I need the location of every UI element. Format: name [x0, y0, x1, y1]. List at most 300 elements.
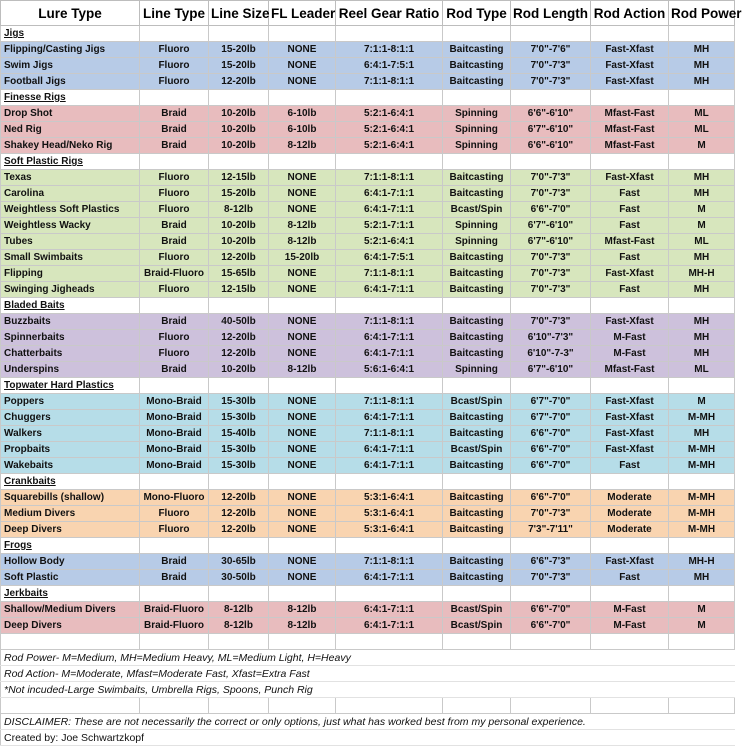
cell-line-type: Braid — [140, 122, 209, 138]
cell-rod-type: Baitcasting — [443, 74, 511, 90]
table-row — [1, 554, 735, 570]
cell-rod-power: MH — [669, 426, 735, 442]
table-row — [1, 58, 735, 74]
empty-cell — [269, 698, 336, 714]
cell-rod-power: M — [669, 618, 735, 634]
cell-rod-length: 7'0"-7'3" — [511, 58, 591, 74]
cell-rod-power: MH — [669, 570, 735, 586]
cell-rod-length: 7'3"-7'11" — [511, 522, 591, 538]
empty-cell — [269, 298, 336, 314]
cell-lure-type: Hollow Body — [1, 554, 140, 570]
empty-cell — [209, 90, 269, 106]
cell-line-type: Braid — [140, 234, 209, 250]
cell-rod-length: 6'6"-7'3" — [511, 554, 591, 570]
table-row — [1, 170, 735, 186]
header-reel-gear-ratio: Reel Gear Ratio — [336, 1, 443, 26]
cell-line-size: 15-20lb — [209, 42, 269, 58]
table-row — [1, 618, 735, 634]
cell-lure-type: Walkers — [1, 426, 140, 442]
cell-rod-power: M-MH — [669, 490, 735, 506]
section-header-row — [1, 298, 735, 314]
note-row — [1, 650, 735, 666]
cell-rod-length: 7'0"-7'3" — [511, 266, 591, 282]
empty-cell — [669, 634, 735, 650]
cell-reel-gear-ratio: 6:4:1-7:5:1 — [336, 250, 443, 266]
cell-line-type: Mono-Braid — [140, 458, 209, 474]
cell-line-size: 10-20lb — [209, 138, 269, 154]
empty-cell — [209, 26, 269, 42]
cell-line-type: Fluoro — [140, 506, 209, 522]
empty-cell — [669, 538, 735, 554]
empty-cell — [336, 474, 443, 490]
cell-rod-length: 6'7"-7'0" — [511, 394, 591, 410]
table-row — [1, 458, 735, 474]
cell-fl-leader: NONE — [269, 74, 336, 90]
cell-line-size: 12-15lb — [209, 170, 269, 186]
cell-fl-leader: NONE — [269, 570, 336, 586]
empty-cell — [669, 698, 735, 714]
table-row — [1, 570, 735, 586]
cell-rod-type: Baitcasting — [443, 522, 511, 538]
cell-rod-length: 7'0"-7'3" — [511, 506, 591, 522]
note-credit: Created by: Joe Schwartzkopf — [1, 730, 735, 746]
blank-row — [1, 698, 735, 714]
empty-cell — [209, 538, 269, 554]
cell-line-size: 12-20lb — [209, 250, 269, 266]
empty-cell — [669, 378, 735, 394]
empty-cell — [209, 586, 269, 602]
cell-line-size: 30-65lb — [209, 554, 269, 570]
empty-cell — [269, 634, 336, 650]
table-row — [1, 234, 735, 250]
cell-reel-gear-ratio: 6:4:1-7:1:1 — [336, 186, 443, 202]
header-row — [1, 1, 735, 26]
cell-rod-action: Mfast-Fast — [591, 362, 669, 378]
empty-cell — [669, 586, 735, 602]
empty-cell — [443, 90, 511, 106]
section-header-row — [1, 586, 735, 602]
cell-fl-leader: NONE — [269, 426, 336, 442]
cell-line-size: 12-20lb — [209, 330, 269, 346]
table-body — [1, 26, 735, 746]
cell-rod-power: ML — [669, 106, 735, 122]
cell-lure-type: Squarebills (shallow) — [1, 490, 140, 506]
cell-rod-power: M — [669, 202, 735, 218]
cell-rod-action: Fast-Xfast — [591, 314, 669, 330]
empty-cell — [511, 698, 591, 714]
cell-rod-action: M-Fast — [591, 330, 669, 346]
empty-cell — [140, 90, 209, 106]
empty-cell — [140, 298, 209, 314]
section-name: Jerkbaits — [1, 586, 140, 602]
table-row — [1, 346, 735, 362]
cell-lure-type: Weightless Soft Plastics — [1, 202, 140, 218]
cell-rod-type: Bcast/Spin — [443, 442, 511, 458]
empty-cell — [443, 26, 511, 42]
cell-fl-leader: NONE — [269, 410, 336, 426]
cell-reel-gear-ratio: 6:4:1-7:1:1 — [336, 346, 443, 362]
cell-rod-type: Baitcasting — [443, 410, 511, 426]
empty-cell — [511, 154, 591, 170]
cell-rod-length: 6'6"-7'0" — [511, 602, 591, 618]
empty-cell — [209, 634, 269, 650]
table-row — [1, 490, 735, 506]
cell-rod-power: M — [669, 602, 735, 618]
cell-fl-leader: NONE — [269, 554, 336, 570]
empty-cell — [336, 538, 443, 554]
cell-rod-type: Baitcasting — [443, 58, 511, 74]
cell-line-type: Fluoro — [140, 282, 209, 298]
cell-rod-action: M-Fast — [591, 602, 669, 618]
cell-line-size: 12-20lb — [209, 506, 269, 522]
empty-cell — [209, 698, 269, 714]
empty-cell — [591, 586, 669, 602]
note-disclaimer: DISCLAIMER: These are not necessarily the correct or only options, just what has worked best from my personal experience. — [1, 714, 735, 730]
empty-cell — [511, 26, 591, 42]
table-row — [1, 602, 735, 618]
cell-lure-type: Shakey Head/Neko Rig — [1, 138, 140, 154]
cell-line-size: 12-20lb — [209, 522, 269, 538]
empty-cell — [1, 698, 140, 714]
cell-line-type: Braid-Fluoro — [140, 618, 209, 634]
cell-rod-length: 7'0"-7'3" — [511, 570, 591, 586]
cell-fl-leader: 8-12lb — [269, 362, 336, 378]
section-name: Bladed Baits — [1, 298, 140, 314]
cell-lure-type: Underspins — [1, 362, 140, 378]
empty-cell — [140, 154, 209, 170]
header-lure-type: Lure Type — [1, 1, 140, 26]
cell-rod-type: Spinning — [443, 218, 511, 234]
empty-cell — [269, 474, 336, 490]
cell-rod-power: M-MH — [669, 458, 735, 474]
cell-rod-action: Fast — [591, 282, 669, 298]
cell-reel-gear-ratio: 6:4:1-7:1:1 — [336, 282, 443, 298]
table-row — [1, 522, 735, 538]
section-name: Finesse Rigs — [1, 90, 140, 106]
cell-reel-gear-ratio: 5:2:1-6:4:1 — [336, 122, 443, 138]
empty-cell — [140, 474, 209, 490]
cell-rod-power: MH — [669, 186, 735, 202]
cell-lure-type: Medium Divers — [1, 506, 140, 522]
cell-line-size: 12-20lb — [209, 490, 269, 506]
empty-cell — [669, 474, 735, 490]
cell-line-type: Braid — [140, 554, 209, 570]
empty-cell — [591, 378, 669, 394]
cell-line-type: Fluoro — [140, 346, 209, 362]
empty-cell — [443, 378, 511, 394]
empty-cell — [511, 586, 591, 602]
note-rod-action: Rod Action- M=Moderate, Mfast=Moderate Fast, Xfast=Extra Fast — [1, 666, 735, 682]
table-row — [1, 426, 735, 442]
empty-cell — [669, 90, 735, 106]
cell-rod-type: Baitcasting — [443, 170, 511, 186]
cell-line-type: Mono-Braid — [140, 410, 209, 426]
cell-reel-gear-ratio: 6:4:1-7:1:1 — [336, 202, 443, 218]
cell-line-size: 8-12lb — [209, 602, 269, 618]
cell-reel-gear-ratio: 5:3:1-6:4:1 — [336, 490, 443, 506]
cell-reel-gear-ratio: 6:4:1-7:1:1 — [336, 570, 443, 586]
cell-reel-gear-ratio: 5:6:1-6:4:1 — [336, 362, 443, 378]
empty-cell — [443, 474, 511, 490]
empty-cell — [336, 298, 443, 314]
table-row — [1, 506, 735, 522]
cell-line-size: 8-12lb — [209, 202, 269, 218]
cell-fl-leader: NONE — [269, 394, 336, 410]
empty-cell — [511, 474, 591, 490]
table-row — [1, 186, 735, 202]
cell-lure-type: Propbaits — [1, 442, 140, 458]
cell-rod-length: 6'6"-6'10" — [511, 106, 591, 122]
cell-rod-power: ML — [669, 234, 735, 250]
empty-cell — [336, 154, 443, 170]
empty-cell — [443, 634, 511, 650]
header-line-type: Line Type — [140, 1, 209, 26]
section-header-row — [1, 378, 735, 394]
blank-row — [1, 634, 735, 650]
cell-rod-power: M-MH — [669, 442, 735, 458]
empty-cell — [669, 298, 735, 314]
table-row — [1, 410, 735, 426]
table-row — [1, 202, 735, 218]
note-row — [1, 714, 735, 730]
table-row — [1, 42, 735, 58]
cell-reel-gear-ratio: 6:4:1-7:1:1 — [336, 410, 443, 426]
cell-rod-action: M-Fast — [591, 618, 669, 634]
empty-cell — [336, 378, 443, 394]
cell-fl-leader: 8-12lb — [269, 218, 336, 234]
section-header-row — [1, 26, 735, 42]
header-fl-leader: FL Leader — [269, 1, 336, 26]
cell-rod-type: Baitcasting — [443, 426, 511, 442]
cell-line-type: Fluoro — [140, 250, 209, 266]
cell-fl-leader: NONE — [269, 330, 336, 346]
note-rod-power: Rod Power- M=Medium, MH=Medium Heavy, ML=Medium Light, H=Heavy — [1, 650, 735, 666]
cell-fl-leader: NONE — [269, 314, 336, 330]
cell-rod-length: 6'6"-7'0" — [511, 426, 591, 442]
cell-line-type: Mono-Braid — [140, 426, 209, 442]
cell-rod-action: Fast — [591, 250, 669, 266]
empty-cell — [269, 90, 336, 106]
cell-rod-action: Fast-Xfast — [591, 74, 669, 90]
cell-rod-type: Baitcasting — [443, 554, 511, 570]
cell-fl-leader: 6-10lb — [269, 106, 336, 122]
cell-lure-type: Swinging Jigheads — [1, 282, 140, 298]
section-name: Soft Plastic Rigs — [1, 154, 140, 170]
empty-cell — [591, 26, 669, 42]
empty-cell — [269, 586, 336, 602]
empty-cell — [140, 698, 209, 714]
cell-reel-gear-ratio: 5:2:1-6:4:1 — [336, 234, 443, 250]
empty-cell — [511, 298, 591, 314]
cell-reel-gear-ratio: 5:3:1-6:4:1 — [336, 506, 443, 522]
cell-line-type: Fluoro — [140, 202, 209, 218]
empty-cell — [443, 298, 511, 314]
header-rod-length: Rod Length — [511, 1, 591, 26]
empty-cell — [269, 378, 336, 394]
cell-reel-gear-ratio: 7:1:1-8:1:1 — [336, 426, 443, 442]
section-name: Frogs — [1, 538, 140, 554]
table-row — [1, 282, 735, 298]
cell-rod-action: Fast-Xfast — [591, 442, 669, 458]
section-name: Jigs — [1, 26, 140, 42]
cell-rod-length: 6'6"-7'0" — [511, 618, 591, 634]
cell-line-type: Fluoro — [140, 170, 209, 186]
cell-rod-length: 7'0"-7'6" — [511, 42, 591, 58]
cell-line-size: 10-20lb — [209, 218, 269, 234]
cell-line-size: 12-20lb — [209, 74, 269, 90]
empty-cell — [591, 474, 669, 490]
empty-cell — [140, 586, 209, 602]
cell-rod-power: M-MH — [669, 410, 735, 426]
empty-cell — [269, 538, 336, 554]
cell-rod-action: Fast — [591, 218, 669, 234]
cell-line-type: Mono-Fluoro — [140, 490, 209, 506]
cell-rod-length: 6'6"-7'0" — [511, 202, 591, 218]
empty-cell — [269, 154, 336, 170]
empty-cell — [669, 154, 735, 170]
cell-rod-action: Fast-Xfast — [591, 554, 669, 570]
cell-rod-type: Bcast/Spin — [443, 394, 511, 410]
cell-rod-length: 6'6"-7'0" — [511, 490, 591, 506]
empty-cell — [140, 26, 209, 42]
cell-rod-type: Bcast/Spin — [443, 202, 511, 218]
cell-line-type: Braid — [140, 106, 209, 122]
cell-rod-length: 7'0"-7'3" — [511, 186, 591, 202]
empty-cell — [443, 586, 511, 602]
cell-reel-gear-ratio: 7:1:1-8:1:1 — [336, 554, 443, 570]
header-rod-action: Rod Action — [591, 1, 669, 26]
empty-cell — [140, 538, 209, 554]
note-row — [1, 730, 735, 746]
cell-reel-gear-ratio: 6:4:1-7:1:1 — [336, 442, 443, 458]
cell-lure-type: Carolina — [1, 186, 140, 202]
empty-cell — [140, 378, 209, 394]
header-line-size: Line Size — [209, 1, 269, 26]
cell-lure-type: Shallow/Medium Divers — [1, 602, 140, 618]
cell-rod-type: Spinning — [443, 362, 511, 378]
header-rod-type: Rod Type — [443, 1, 511, 26]
cell-rod-power: ML — [669, 362, 735, 378]
table-row — [1, 138, 735, 154]
cell-rod-power: ML — [669, 122, 735, 138]
cell-line-size: 15-65lb — [209, 266, 269, 282]
cell-rod-power: MH — [669, 42, 735, 58]
empty-cell — [336, 698, 443, 714]
cell-lure-type: Swim Jigs — [1, 58, 140, 74]
cell-reel-gear-ratio: 5:3:1-6:4:1 — [336, 522, 443, 538]
cell-lure-type: Poppers — [1, 394, 140, 410]
cell-lure-type: Football Jigs — [1, 74, 140, 90]
cell-line-type: Fluoro — [140, 42, 209, 58]
empty-cell — [209, 298, 269, 314]
cell-rod-type: Baitcasting — [443, 250, 511, 266]
table-row — [1, 266, 735, 282]
cell-rod-type: Baitcasting — [443, 570, 511, 586]
empty-cell — [511, 634, 591, 650]
cell-rod-power: MH — [669, 58, 735, 74]
cell-lure-type: Buzzbaits — [1, 314, 140, 330]
table-row — [1, 74, 735, 90]
cell-lure-type: Flipping — [1, 266, 140, 282]
cell-lure-type: Chuggers — [1, 410, 140, 426]
empty-cell — [511, 378, 591, 394]
empty-cell — [591, 298, 669, 314]
cell-line-size: 15-40lb — [209, 426, 269, 442]
cell-fl-leader: NONE — [269, 490, 336, 506]
empty-cell — [669, 26, 735, 42]
empty-cell — [511, 90, 591, 106]
cell-line-size: 15-30lb — [209, 442, 269, 458]
cell-rod-power: M-MH — [669, 522, 735, 538]
cell-line-type: Mono-Braid — [140, 394, 209, 410]
cell-rod-type: Baitcasting — [443, 330, 511, 346]
cell-rod-length: 7'0"-7'3" — [511, 282, 591, 298]
cell-rod-action: Mfast-Fast — [591, 234, 669, 250]
table-row — [1, 106, 735, 122]
cell-line-type: Fluoro — [140, 58, 209, 74]
cell-rod-action: Fast — [591, 458, 669, 474]
empty-cell — [336, 26, 443, 42]
cell-lure-type: Weightless Wacky — [1, 218, 140, 234]
cell-line-size: 12-15lb — [209, 282, 269, 298]
cell-rod-power: MH — [669, 170, 735, 186]
cell-rod-type: Baitcasting — [443, 42, 511, 58]
table-row — [1, 122, 735, 138]
cell-rod-type: Bcast/Spin — [443, 602, 511, 618]
cell-line-size: 15-20lb — [209, 186, 269, 202]
cell-rod-length: 6'7"-6'10" — [511, 234, 591, 250]
cell-rod-type: Baitcasting — [443, 282, 511, 298]
empty-cell — [443, 538, 511, 554]
cell-lure-type: Wakebaits — [1, 458, 140, 474]
cell-line-type: Braid — [140, 362, 209, 378]
cell-rod-action: Fast-Xfast — [591, 410, 669, 426]
cell-line-type: Braid — [140, 314, 209, 330]
cell-rod-power: M — [669, 138, 735, 154]
cell-line-size: 15-30lb — [209, 394, 269, 410]
note-row — [1, 682, 735, 698]
cell-reel-gear-ratio: 6:4:1-7:1:1 — [336, 618, 443, 634]
cell-rod-action: Fast — [591, 186, 669, 202]
cell-rod-length: 6'6"-7'0" — [511, 458, 591, 474]
empty-cell — [209, 378, 269, 394]
cell-line-size: 40-50lb — [209, 314, 269, 330]
empty-cell — [140, 634, 209, 650]
cell-rod-length: 6'10"-7-3" — [511, 346, 591, 362]
cell-fl-leader: NONE — [269, 522, 336, 538]
cell-fl-leader: NONE — [269, 266, 336, 282]
cell-rod-type: Spinning — [443, 106, 511, 122]
cell-line-size: 10-20lb — [209, 106, 269, 122]
cell-line-type: Mono-Braid — [140, 442, 209, 458]
empty-cell — [591, 538, 669, 554]
cell-rod-action: Moderate — [591, 522, 669, 538]
cell-fl-leader: NONE — [269, 282, 336, 298]
cell-fl-leader: NONE — [269, 458, 336, 474]
cell-reel-gear-ratio: 7:1:1-8:1:1 — [336, 74, 443, 90]
cell-fl-leader: NONE — [269, 506, 336, 522]
empty-cell — [209, 474, 269, 490]
cell-rod-power: M-MH — [669, 506, 735, 522]
empty-cell — [336, 586, 443, 602]
cell-lure-type: Spinnerbaits — [1, 330, 140, 346]
cell-reel-gear-ratio: 6:4:1-7:1:1 — [336, 330, 443, 346]
cell-fl-leader: 8-12lb — [269, 618, 336, 634]
empty-cell — [591, 154, 669, 170]
cell-lure-type: Flipping/Casting Jigs — [1, 42, 140, 58]
empty-cell — [591, 698, 669, 714]
cell-rod-action: Moderate — [591, 490, 669, 506]
